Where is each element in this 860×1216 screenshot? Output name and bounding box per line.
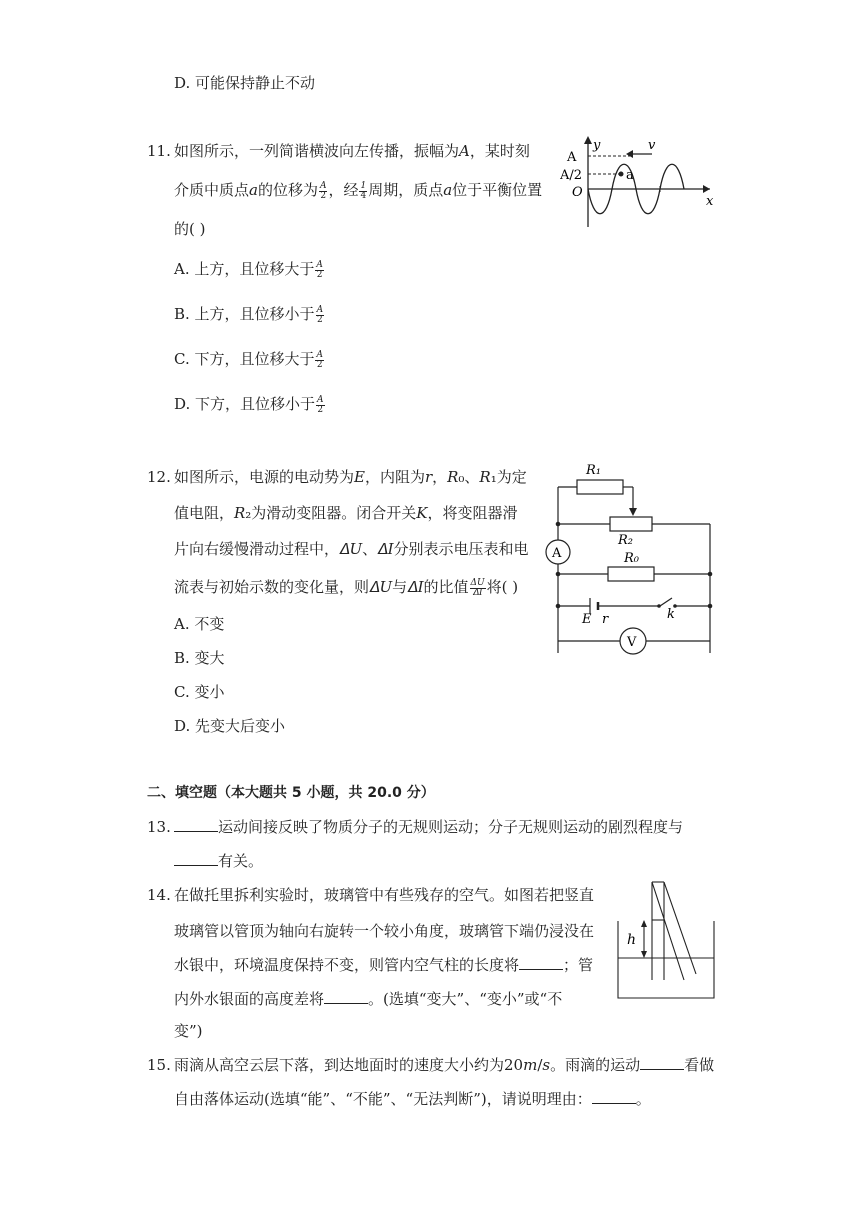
option-d: D. 先变大后变小	[174, 717, 286, 735]
answer-blank	[592, 1089, 636, 1104]
section-title: 二、填空题（本大题共 5 小题，共 20.0 分）	[147, 785, 435, 801]
option-c: C. 下方，且位移大于 $\frac{\text{𝐴}}{2}$	[174, 349, 323, 370]
question-text: 玻璃管以管顶为轴向右旋转一个较小角度，玻璃管下端仍浸没在	[174, 922, 595, 940]
option-a: A. 上方，且位移大于 $\frac{\text{𝐴}}{2}$	[174, 259, 323, 280]
question-number: 15.	[147, 1056, 171, 1074]
question-text: 有关。	[174, 851, 263, 871]
fraction-a-over-2: $\frac{\text{𝐴}}{2}$	[319, 180, 327, 201]
question-text: 水银中，环境温度保持不变，则管内空气柱的长度将 ；管	[174, 956, 594, 974]
label-A: A	[567, 150, 577, 165]
label-x: x	[706, 194, 714, 209]
option-b: B. 上方，且位移小于 $\frac{\text{𝐴}}{2}$	[174, 304, 324, 325]
label-k: k	[667, 607, 675, 622]
question-text: 运动间接反映了物质分子的无规则运动；分子无规则运动的剧烈程度与	[174, 817, 683, 837]
option-d: D. 下方，且位移小于 $\frac{\text{𝐴}}{2}$	[174, 394, 324, 415]
label-h: h	[627, 932, 637, 948]
question-text: 如图所示，一列简谐横波向左传播，振幅为𝐴，某时刻	[174, 142, 530, 160]
q10-option-d: D. 可能保持静止不动	[174, 74, 316, 92]
fraction-dU-over-dI: $\frac{\text{𝛥𝑈}}{\text{𝛥𝐼}}$	[470, 577, 485, 598]
answer-blank	[174, 817, 218, 832]
label-R2: R₂	[618, 533, 633, 548]
label-y: y	[593, 138, 601, 153]
label-a: a	[626, 168, 634, 183]
question-text: 在做托里拆利实验时，玻璃管中有些残存的空气。如图若把竖直	[174, 886, 595, 904]
question-text: 介质中质点𝑎的位移为 $\frac{\text{𝐴}}{2}$ ，经 $\frac{1}{4}$ 周期，质点𝑎位于平衡位置	[174, 180, 543, 201]
answer-blank	[324, 989, 368, 1004]
label-A-half: A/2	[560, 168, 583, 183]
answer-blank	[640, 1055, 684, 1070]
question-text: 的( )	[174, 220, 206, 238]
wave-figure	[560, 132, 720, 232]
label-v: v	[648, 138, 656, 153]
question-text: 片向右缓慢滑动过程中，𝛥𝑈、𝛥𝐼分别表示电压表和电	[174, 540, 529, 558]
question-number: 12.	[147, 468, 171, 486]
label-E: E	[582, 612, 592, 627]
label-r: r	[602, 612, 609, 627]
label-R1: R₁	[586, 463, 601, 478]
option-b: B. 变大	[174, 649, 225, 667]
option-c: C. 变小	[174, 683, 225, 701]
question-text: 内外水银面的高度差将 。(选填“变大”、“变小”或“不	[174, 990, 563, 1008]
circuit-figure	[540, 456, 720, 656]
option-a: A. 不变	[174, 615, 225, 633]
answer-blank	[174, 851, 218, 866]
question-text: 值电阻，𝑅₂为滑动变阻器。闭合开关𝐾，将变阻器滑	[174, 504, 518, 522]
fraction-one-quarter: $\frac{1}{4}$	[360, 180, 367, 201]
voltmeter-label: V	[627, 635, 637, 650]
question-number: 14.	[147, 886, 171, 904]
answer-blank	[519, 955, 563, 970]
question-text: 变”)	[174, 1022, 203, 1040]
ammeter-label: A	[552, 546, 562, 561]
torricelli-figure	[612, 878, 722, 1002]
question-number: 13.	[147, 818, 171, 836]
question-text: 如图所示，电源的电动势为𝐸，内阻为𝑟，𝑅₀、𝑅₁为定	[174, 468, 527, 486]
question-text: 雨滴从高空云层下落，到达地面时的速度大小约为20𝑚/𝑠。雨滴的运动 看做	[174, 1056, 715, 1074]
question-number: 11.	[147, 142, 171, 160]
question-text: 流表与初始示数的变化量，则𝛥𝑈与𝛥𝐼的比值 $\frac{\text{𝛥𝑈}}{\text{𝛥𝐼}}$ 将( )	[174, 577, 519, 598]
question-text: 自由落体运动(选填“能”、“不能”、“无法判断”)，请说明理由： 。	[174, 1090, 651, 1108]
label-R0: R₀	[624, 551, 639, 566]
label-O: O	[572, 185, 583, 200]
